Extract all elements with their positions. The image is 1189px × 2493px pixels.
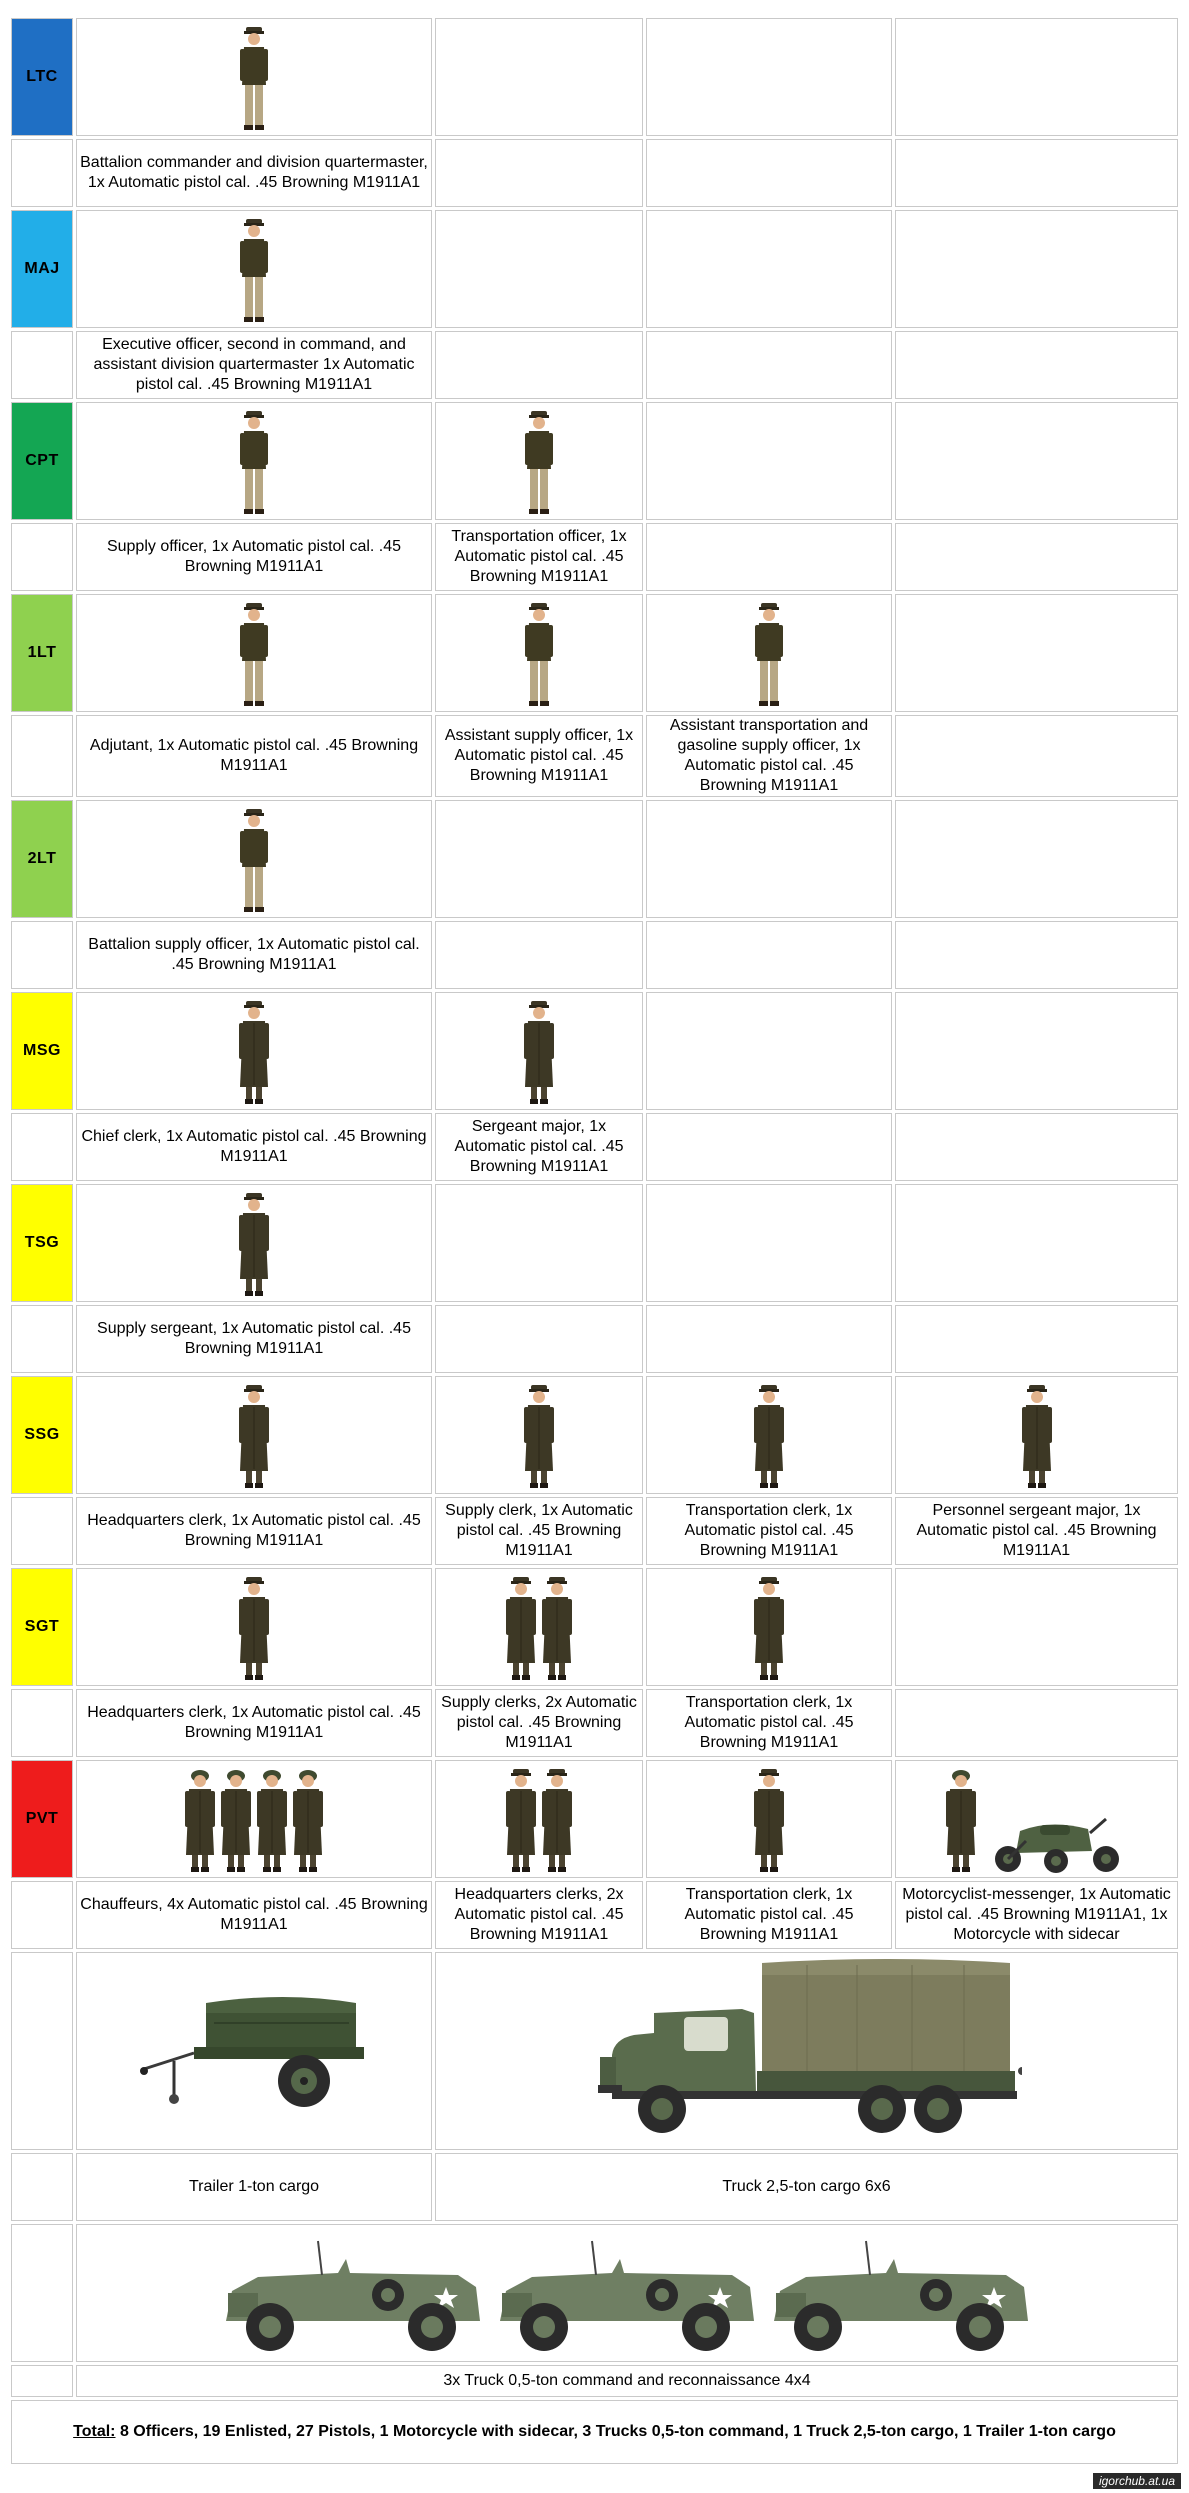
figure-cell — [76, 1376, 432, 1494]
empty-cell — [435, 1305, 643, 1373]
rank-figure-row — [11, 18, 1178, 136]
empty-cell — [11, 1305, 73, 1373]
officer-figure — [237, 217, 271, 325]
rank-description-row — [11, 139, 1178, 207]
position-description: Headquarters clerks, 2x Automatic pistol cal. .45 Browning M1911A1 — [435, 1881, 643, 1949]
figure-group — [77, 597, 431, 709]
rank-figure-row — [11, 1376, 1178, 1494]
empty-cell — [11, 1689, 73, 1757]
empty-cell — [646, 1305, 892, 1373]
rank-badge: SGT — [11, 1568, 73, 1686]
position-description: Transportation clerk, 1x Automatic pistol cal. .45 Browning M1911A1 — [646, 1881, 892, 1949]
figure-cell — [76, 402, 432, 520]
position-description: Executive officer, second in command, and assistant division quartermaster 1x Automatic pistol cal. .45 Browning M1911A1 — [76, 331, 432, 399]
rank-description-row — [11, 1497, 1178, 1565]
figure-cell — [646, 18, 892, 136]
roster-table — [8, 15, 1181, 2467]
enlisted-figure — [237, 999, 271, 1107]
position-description: Supply sergeant, 1x Automatic pistol cal. .45 Browning M1911A1 — [76, 1305, 432, 1373]
figure-cell — [76, 18, 432, 136]
watermark: igorchub.at.ua — [1093, 2473, 1181, 2489]
rank-description-row — [11, 921, 1178, 989]
figure-cell — [435, 1568, 643, 1686]
enlisted-figure — [752, 1575, 786, 1683]
rank-badge: CPT — [11, 402, 73, 520]
figure-cell — [895, 18, 1178, 136]
vehicle-section — [11, 1952, 1178, 2464]
enlisted-figure — [522, 999, 556, 1107]
enlisted-figure — [752, 1767, 786, 1875]
soldier-helmet-figure — [255, 1767, 289, 1875]
soldier-helmet-figure — [291, 1767, 325, 1875]
empty-cell — [895, 715, 1178, 797]
figure-cell — [435, 594, 643, 712]
rank-description-row — [11, 715, 1178, 797]
figure-cell — [895, 1760, 1178, 1878]
command-car-cell — [76, 2224, 1178, 2362]
empty-cell — [11, 1497, 73, 1565]
total-row — [11, 2400, 1178, 2464]
figure-cell — [76, 594, 432, 712]
figure-cell — [646, 992, 892, 1110]
officer-figure — [522, 601, 556, 709]
empty-cell — [11, 921, 73, 989]
empty-cell — [646, 1113, 892, 1181]
empty-cell — [646, 523, 892, 591]
figure-group — [436, 597, 642, 709]
empty-cell — [895, 1113, 1178, 1181]
enlisted-figure — [237, 1191, 271, 1299]
figure-group — [77, 1187, 431, 1299]
empty-cell — [646, 921, 892, 989]
position-description: Supply clerk, 1x Automatic pistol cal. .45 Browning M1911A1 — [435, 1497, 643, 1565]
soldier-helmet-figure — [183, 1767, 217, 1875]
figure-cell — [76, 1568, 432, 1686]
figure-cell — [646, 594, 892, 712]
enlisted-figure — [540, 1767, 574, 1875]
officer-figure — [237, 25, 271, 133]
figure-cell — [76, 992, 432, 1110]
figure-cell — [435, 402, 643, 520]
empty-cell — [11, 523, 73, 591]
command-car-label: 3x Truck 0,5-ton command and reconnaissance 4x4 — [76, 2365, 1178, 2397]
trailer-cell — [76, 1952, 432, 2150]
figure-cell — [895, 800, 1178, 918]
figure-group — [77, 1763, 431, 1875]
vehicle-image-row — [11, 1952, 1178, 2150]
position-description: Chauffeurs, 4x Automatic pistol cal. .45 Browning M1911A1 — [76, 1881, 432, 1949]
empty-cell — [11, 1952, 73, 2150]
empty-cell — [895, 139, 1178, 207]
rank-figure-row — [11, 1760, 1178, 1878]
figure-cell — [76, 1760, 432, 1878]
rank-description-row — [11, 523, 1178, 591]
rank-description-row — [11, 1305, 1178, 1373]
figure-cell — [895, 402, 1178, 520]
figure-group — [436, 1763, 642, 1875]
position-description: Battalion supply officer, 1x Automatic pistol cal. .45 Browning M1911A1 — [76, 921, 432, 989]
trailer-label: Trailer 1-ton cargo — [76, 2153, 432, 2221]
empty-cell — [895, 1689, 1178, 1757]
truck-label: Truck 2,5-ton cargo 6x6 — [435, 2153, 1178, 2221]
rank-figure-row — [11, 402, 1178, 520]
figure-group — [77, 213, 431, 325]
empty-cell — [435, 921, 643, 989]
empty-cell — [895, 331, 1178, 399]
empty-cell — [11, 2365, 73, 2397]
total-label: Total: — [73, 2423, 116, 2440]
empty-cell — [11, 2224, 73, 2362]
position-description: Adjutant, 1x Automatic pistol cal. .45 Browning M1911A1 — [76, 715, 432, 797]
officer-figure — [237, 807, 271, 915]
trailer-image — [134, 1983, 374, 2113]
figure-cell — [895, 1568, 1178, 1686]
position-description: Personnel sergeant major, 1x Automatic pistol cal. .45 Browning M1911A1 — [895, 1497, 1178, 1565]
figure-group — [436, 995, 642, 1107]
figure-cell — [435, 800, 643, 918]
empty-cell — [11, 2153, 73, 2221]
figure-cell — [435, 1760, 643, 1878]
rank-badge: PVT — [11, 1760, 73, 1878]
command-car-image — [218, 2229, 488, 2357]
position-description: Sergeant major, 1x Automatic pistol cal. .45 Browning M1911A1 — [435, 1113, 643, 1181]
rank-figure-row — [11, 210, 1178, 328]
empty-cell — [895, 1305, 1178, 1373]
empty-cell — [435, 331, 643, 399]
figure-group — [436, 405, 642, 517]
figure-group — [77, 405, 431, 517]
officer-figure — [237, 409, 271, 517]
figure-group — [77, 995, 431, 1107]
rank-badge: 1LT — [11, 594, 73, 712]
rank-badge: MSG — [11, 992, 73, 1110]
enlisted-figure — [504, 1767, 538, 1875]
figure-cell — [435, 992, 643, 1110]
empty-cell — [11, 715, 73, 797]
rank-badge: TSG — [11, 1184, 73, 1302]
figure-cell — [895, 1184, 1178, 1302]
rank-badge: LTC — [11, 18, 73, 136]
empty-cell — [895, 523, 1178, 591]
figure-cell — [646, 210, 892, 328]
figure-cell — [435, 1184, 643, 1302]
empty-cell — [11, 139, 73, 207]
enlisted-figure — [752, 1383, 786, 1491]
figure-cell — [435, 18, 643, 136]
soldier-helmet-figure — [944, 1767, 978, 1875]
figure-cell — [646, 1184, 892, 1302]
empty-cell — [895, 921, 1178, 989]
cargo-truck-image — [592, 1953, 1022, 2143]
rank-badge: MAJ — [11, 210, 73, 328]
rank-description-row — [11, 1689, 1178, 1757]
command-car-label-row — [11, 2365, 1178, 2397]
empty-cell — [11, 331, 73, 399]
figure-group — [647, 1379, 891, 1491]
rank-description-row — [11, 1881, 1178, 1949]
total-cell — [11, 2400, 1178, 2464]
figure-cell — [895, 210, 1178, 328]
enlisted-figure — [504, 1575, 538, 1683]
figure-group — [436, 1379, 642, 1491]
figure-group — [896, 1763, 1177, 1875]
empty-cell — [11, 1113, 73, 1181]
command-car-image — [492, 2229, 762, 2357]
empty-cell — [646, 139, 892, 207]
rank-figure-row — [11, 1184, 1178, 1302]
figure-cell — [76, 800, 432, 918]
enlisted-figure — [540, 1575, 574, 1683]
position-description: Transportation officer, 1x Automatic pistol cal. .45 Browning M1911A1 — [435, 523, 643, 591]
rank-figure-row — [11, 800, 1178, 918]
figure-cell — [895, 992, 1178, 1110]
vehicle-label-row — [11, 2153, 1178, 2221]
empty-cell — [11, 1881, 73, 1949]
figure-group — [647, 1763, 891, 1875]
enlisted-figure — [237, 1575, 271, 1683]
command-car-group — [77, 2227, 1177, 2359]
empty-cell — [646, 331, 892, 399]
figure-cell — [76, 210, 432, 328]
rank-description-row — [11, 331, 1178, 399]
roster-body — [11, 18, 1178, 1949]
position-description: Motorcyclist-messenger, 1x Automatic pistol cal. .45 Browning M1911A1, 1x Motorcycle with sidecar — [895, 1881, 1178, 1949]
truck-cell — [435, 1952, 1178, 2150]
figure-cell — [646, 402, 892, 520]
enlisted-figure — [237, 1383, 271, 1491]
figure-cell — [646, 800, 892, 918]
position-description: Assistant transportation and gasoline supply officer, 1x Automatic pistol cal. .45 Browning M1911A1 — [646, 715, 892, 797]
officer-figure — [522, 409, 556, 517]
figure-group — [77, 1571, 431, 1683]
figure-group — [77, 1379, 431, 1491]
figure-cell — [895, 1376, 1178, 1494]
figure-group — [77, 803, 431, 915]
rank-figure-row — [11, 594, 1178, 712]
position-description: Transportation clerk, 1x Automatic pistol cal. .45 Browning M1911A1 — [646, 1689, 892, 1757]
position-description: Supply clerks, 2x Automatic pistol cal. .45 Browning M1911A1 — [435, 1689, 643, 1757]
enlisted-figure — [1020, 1383, 1054, 1491]
empty-cell — [435, 139, 643, 207]
rank-figure-row — [11, 1568, 1178, 1686]
figure-group — [436, 1571, 642, 1683]
position-description: Transportation clerk, 1x Automatic pistol cal. .45 Browning M1911A1 — [646, 1497, 892, 1565]
position-description: Assistant supply officer, 1x Automatic pistol cal. .45 Browning M1911A1 — [435, 715, 643, 797]
rank-description-row — [11, 1113, 1178, 1181]
figure-cell — [435, 210, 643, 328]
rank-badge: SSG — [11, 1376, 73, 1494]
motorcycle-sidecar-image — [980, 1805, 1130, 1875]
figure-cell — [895, 594, 1178, 712]
figure-cell — [646, 1568, 892, 1686]
command-car-row — [11, 2224, 1178, 2362]
command-car-image — [766, 2229, 1036, 2357]
position-description: Chief clerk, 1x Automatic pistol cal. .45 Browning M1911A1 — [76, 1113, 432, 1181]
officer-figure — [752, 601, 786, 709]
figure-group — [647, 1571, 891, 1683]
figure-cell — [646, 1760, 892, 1878]
figure-group — [77, 21, 431, 133]
figure-cell — [646, 1376, 892, 1494]
soldier-helmet-figure — [219, 1767, 253, 1875]
officer-figure — [237, 601, 271, 709]
figure-cell — [435, 1376, 643, 1494]
position-description: Battalion commander and division quartermaster, 1x Automatic pistol cal. .45 Browning M1911A1 — [76, 139, 432, 207]
position-description: Headquarters clerk, 1x Automatic pistol cal. .45 Browning M1911A1 — [76, 1497, 432, 1565]
figure-cell — [76, 1184, 432, 1302]
rank-badge: 2LT — [11, 800, 73, 918]
total-text: 8 Officers, 19 Enlisted, 27 Pistols, 1 Motorcycle with sidecar, 3 Trucks 0,5-ton command, 1 Truck 2,5-ton cargo, 1 Trailer 1-ton cargo — [115, 2423, 1116, 2440]
figure-group — [647, 597, 891, 709]
rank-figure-row — [11, 992, 1178, 1110]
figure-group — [896, 1379, 1177, 1491]
enlisted-figure — [522, 1383, 556, 1491]
position-description: Supply officer, 1x Automatic pistol cal. .45 Browning M1911A1 — [76, 523, 432, 591]
position-description: Headquarters clerk, 1x Automatic pistol cal. .45 Browning M1911A1 — [76, 1689, 432, 1757]
